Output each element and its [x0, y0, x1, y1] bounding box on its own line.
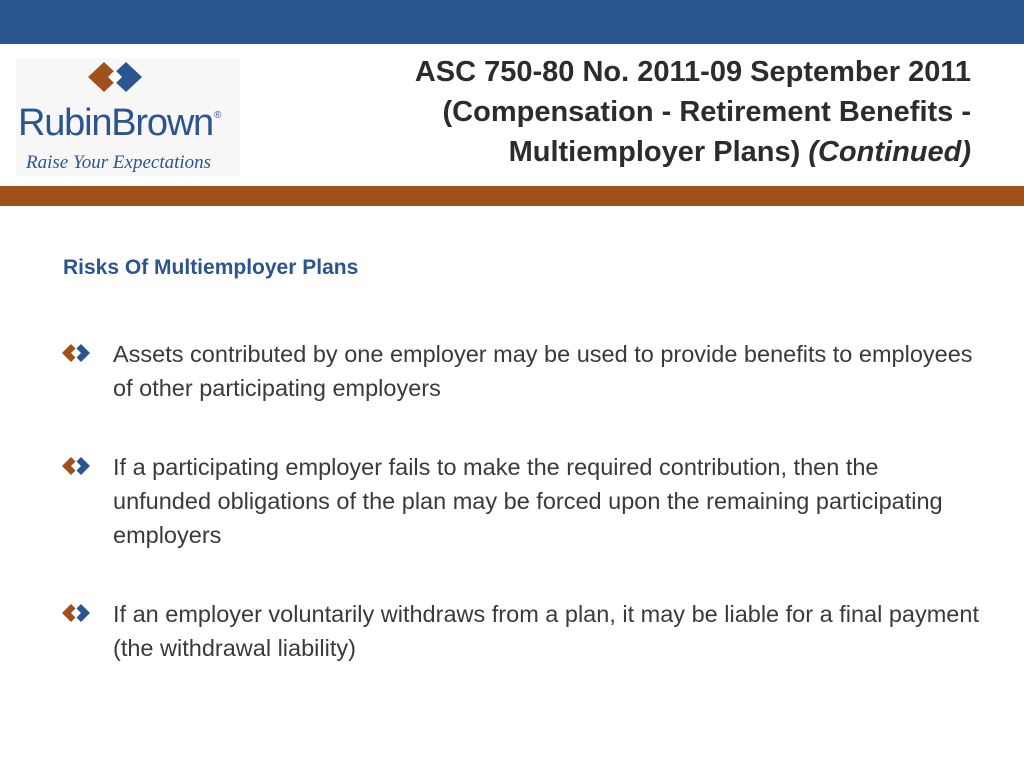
title-line-2: (Compensation - Retirement Benefits - — [442, 96, 971, 128]
logo-wordmark: RubinBrown® — [18, 102, 221, 144]
brown-accent-band — [0, 186, 1024, 206]
diamond-logo-icon — [84, 60, 144, 104]
title-line-3-text: Multiemployer Plans) — [508, 136, 801, 168]
bullet-item — [60, 597, 980, 665]
bullet-text: If an employer voluntarily withdraws from a plan, it may be liable for a final payment (the withdrawal liability) — [113, 601, 979, 661]
diamond-bullet-icon — [60, 343, 92, 363]
trademark-symbol: ® — [214, 110, 221, 121]
title-line-3 — [331, 132, 971, 172]
bullet-item — [60, 450, 980, 552]
logo-tagline: Raise Your Expectations — [26, 152, 212, 173]
title-line-1: ASC 750-80 No. 2011-09 September 2011 — [414, 56, 971, 88]
bullet-text: If a participating employer fails to make the required contribution, then the unfunded obligations of the plan may be forced upon the remaining participating employers — [113, 454, 943, 548]
section-heading: Risks Of Multiemployer Plans — [63, 256, 359, 279]
top-blue-band — [0, 0, 1024, 44]
diamond-bullet-icon — [60, 456, 92, 476]
bullet-item — [60, 337, 980, 405]
bullet-list — [60, 337, 980, 665]
slide-title — [331, 52, 971, 172]
company-logo — [16, 58, 240, 176]
diamond-bullet-icon — [60, 603, 92, 623]
title-continued: (Continued) — [808, 136, 971, 168]
bullet-text: Assets contributed by one employer may be used to provide benefits to employees of other participating employers — [113, 341, 973, 401]
